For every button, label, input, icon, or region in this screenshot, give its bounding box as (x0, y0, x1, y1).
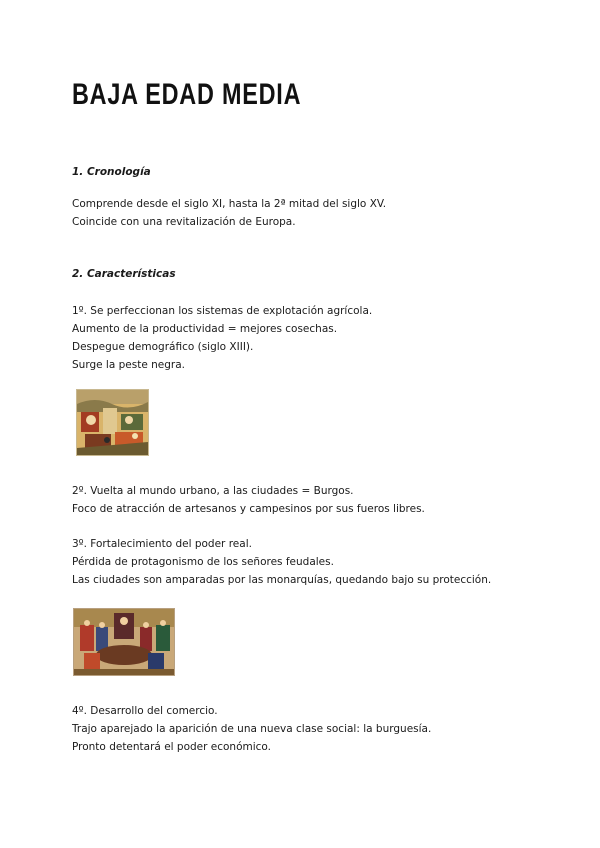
plague-illustration (76, 389, 149, 456)
point-2-line-1: 2º. Vuelta al mundo urbano, a las ciudades = Burgos. (72, 485, 354, 497)
point-2-line-2: Foco de atracción de artesanos y campesinos por sus fueros libres. (72, 503, 425, 515)
point-4-line-3: Pronto detentará el poder económico. (72, 741, 272, 753)
point-3-line-3: Las ciudades son amparadas por las monarquías, quedando bajo su protección. (72, 574, 492, 586)
section-1-line-1: Comprende desde el siglo XI, hasta la 2ª mitad del siglo XV. (72, 198, 387, 210)
royal-court-illustration (73, 608, 175, 676)
section-2-heading: 2. Características (72, 268, 176, 280)
point-1-line-2: Aumento de la productividad = mejores cosechas. (72, 323, 338, 335)
section-1-line-2: Coincide con una revitalización de Europa. (72, 216, 296, 228)
point-1-line-4: Surge la peste negra. (72, 359, 185, 371)
point-1-line-1: 1º. Se perfeccionan los sistemas de explotación agrícola. (72, 305, 373, 317)
point-1-line-3: Despegue demográfico (siglo XIII). (72, 341, 254, 353)
royal-court-illustration-art (74, 609, 174, 675)
section-1-heading: 1. Cronología (72, 166, 151, 178)
point-4-line-1: 4º. Desarrollo del comercio. (72, 705, 218, 717)
point-4-line-2: Trajo aparejado la aparición de una nueva clase social: la burguesía. (72, 723, 432, 735)
plague-illustration-art (77, 390, 148, 455)
point-3-line-1: 3º. Fortalecimiento del poder real. (72, 538, 252, 550)
page-title: BAJA EDAD MEDIA (72, 78, 302, 111)
point-3-line-2: Pérdida de protagonismo de los señores feudales. (72, 556, 334, 568)
